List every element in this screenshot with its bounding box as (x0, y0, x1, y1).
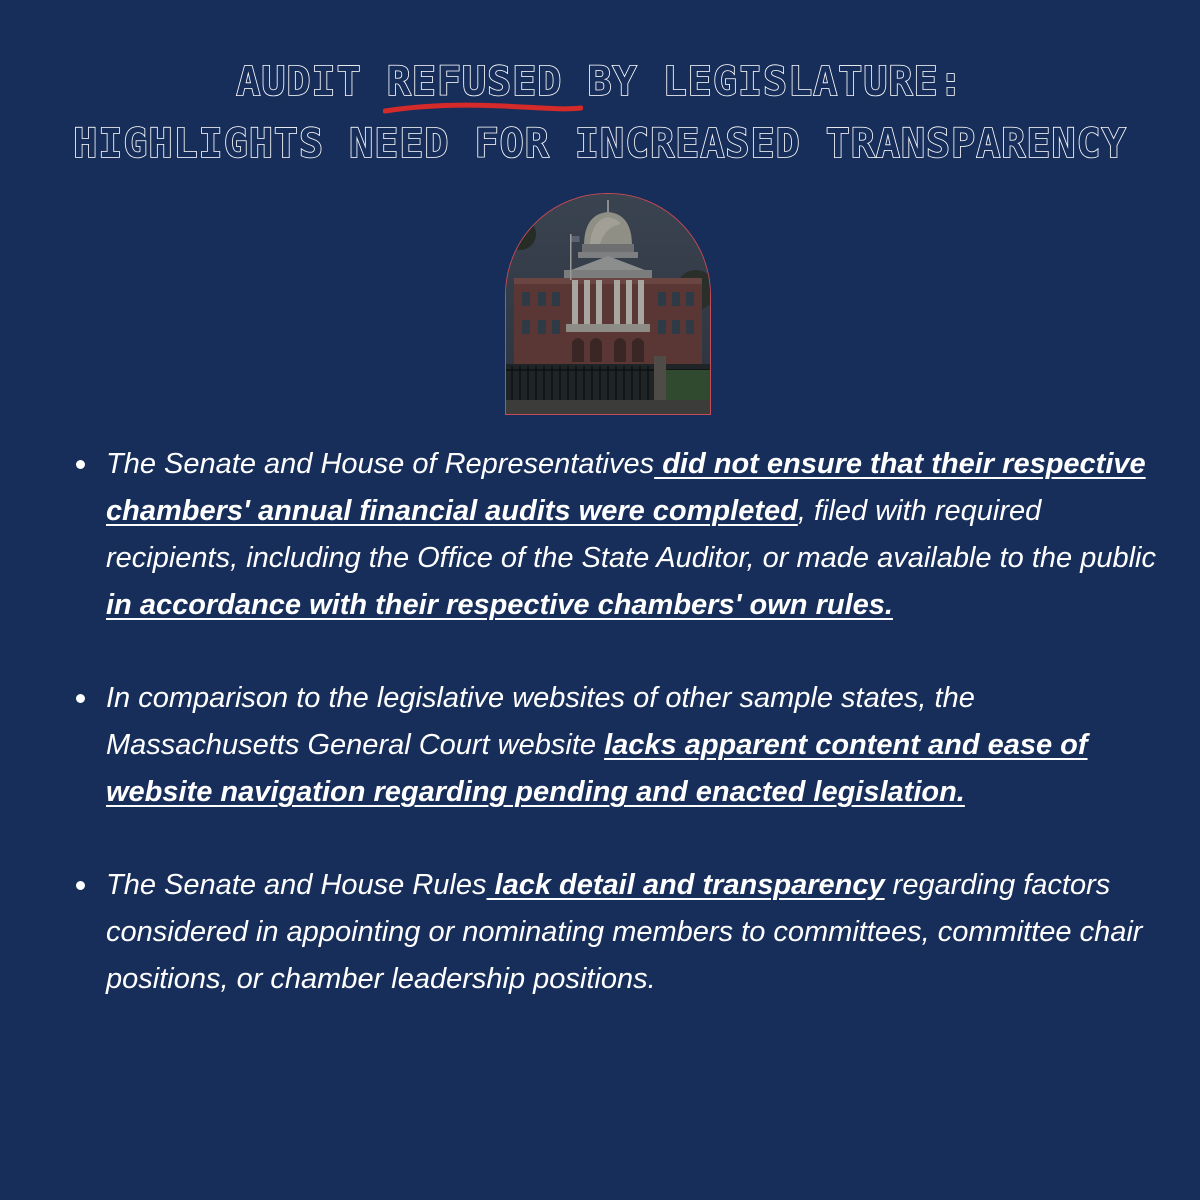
bullet-1-emphasis-a: did not ensure that their respective chambers' annual financial audits were completed (106, 448, 1146, 527)
bullet-3-text-b: regarding factors considered in appointing or nominating members to committees, committee chair positions, or chamber leadership positions. (106, 869, 1143, 995)
title-word-refused (386, 59, 563, 105)
bullet-1-emphasis-b: in accordance with their respective chambers' own rules. (106, 589, 893, 621)
bullet-dot (76, 881, 85, 890)
list-item (76, 862, 1166, 1003)
bullet-dot (76, 460, 85, 469)
bullet-3-text-a: The Senate and House Rules (106, 869, 487, 901)
list-item (76, 441, 1166, 629)
page-title (0, 59, 1200, 180)
title-word-audit: AUDIT (236, 59, 362, 105)
bullet-3-emphasis: lack detail and transparency (486, 869, 885, 901)
title-line-1 (0, 59, 1200, 118)
bullet-1-text-a: The Senate and House of Representatives (106, 448, 655, 480)
list-item (76, 675, 1166, 816)
bullet-2-emphasis: lacks apparent content and ease of website navigation regarding pending and enacted legislation. (106, 729, 1088, 808)
red-brush-underline (383, 102, 583, 116)
bullet-2-text-a: In comparison to the legislative websites of other sample states, the Massachusetts General Court website (106, 682, 975, 761)
bullet-dot (76, 694, 85, 703)
title-words-by-legislature: BY LEGISLATURE: (587, 59, 964, 105)
bullet-1-text-b: , filed with required recipients, including the Office of the State Auditor, or made available to the public (106, 495, 1156, 574)
state-house-building-icon (506, 194, 710, 414)
findings-list (76, 441, 1166, 1003)
title-line-2: HIGHLIGHTS NEED FOR INCREASED TRANSPARENCY (73, 121, 1127, 167)
title-word-refused-text: REFUSED (386, 59, 563, 105)
state-house-image (505, 193, 711, 415)
